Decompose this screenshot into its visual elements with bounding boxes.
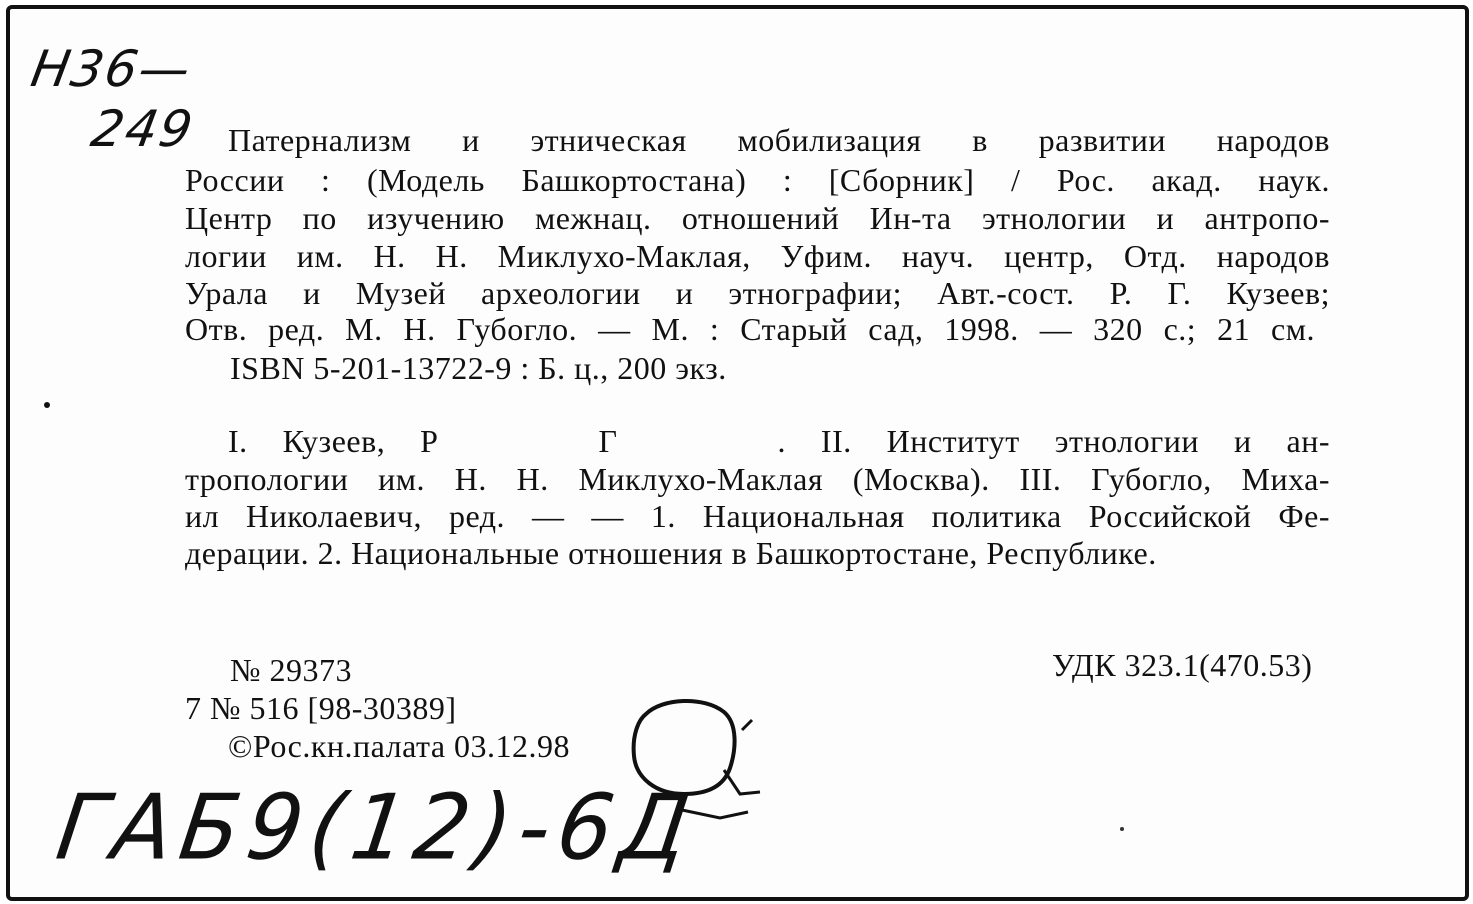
- description-line-1: Патернализм и этническая мобилизация в развитии народов: [228, 122, 1330, 158]
- description-line-5: Урала и Музей археологии и этнографии; Авт.-сост. Р. Г. Кузеев;: [185, 275, 1330, 311]
- tracing-institute: . II. Институт этнологии и ан-: [777, 423, 1330, 459]
- tracing-author: I. Кузеев, Р: [228, 423, 439, 459]
- tracing-author-initial: Г: [598, 423, 618, 459]
- ink-dot-small: [1120, 827, 1124, 831]
- chamber-number: 7 № 516 [98-30389]: [185, 690, 457, 726]
- tracing-line-3: ил Николаевич, ред. — — 1. Национальная политика Российской Фе-: [185, 498, 1330, 534]
- isbn-line: ISBN 5-201-13722-9 : Б. ц., 200 экз.: [230, 350, 727, 386]
- description-line-4: логии им. Н. Н. Миклухо-Маклая, Уфим. науч. центр, Отд. народов: [185, 238, 1330, 274]
- tracing-line-2: тропологии им. Н. Н. Миклухо-Маклая (Москва). III. Губогло, Миха-: [185, 461, 1330, 497]
- shelfmark-top: Н36—: [26, 40, 197, 98]
- tracing-line-4: дерации. 2. Национальные отношения в Башкортостане, Республике.: [185, 535, 1157, 571]
- book-chamber-stamp: ©Рос.кн.палата 03.12.98: [228, 728, 571, 764]
- tracing-line-1: [228, 423, 1330, 460]
- udk-code: УДК 323.1(470.53): [1052, 647, 1313, 683]
- description-line-3: Центр по изучению межнац. отношений Ин-та этнологии и антропо-: [185, 200, 1330, 236]
- bottom-handwritten-code: ГАБ9(12)-6Д: [50, 775, 704, 881]
- description-line-2: России : (Модель Башкортостана) : [Сборник] / Рос. акад. наук.: [185, 162, 1330, 198]
- ink-dot: [44, 402, 50, 408]
- record-number: № 29373: [230, 652, 353, 688]
- description-line-6: Отв. ред. М. Н. Губогло. — М. : Старый сад, 1998. — 320 с.; 21 см.: [185, 311, 1315, 347]
- shelfmark-bottom: 249: [86, 100, 199, 158]
